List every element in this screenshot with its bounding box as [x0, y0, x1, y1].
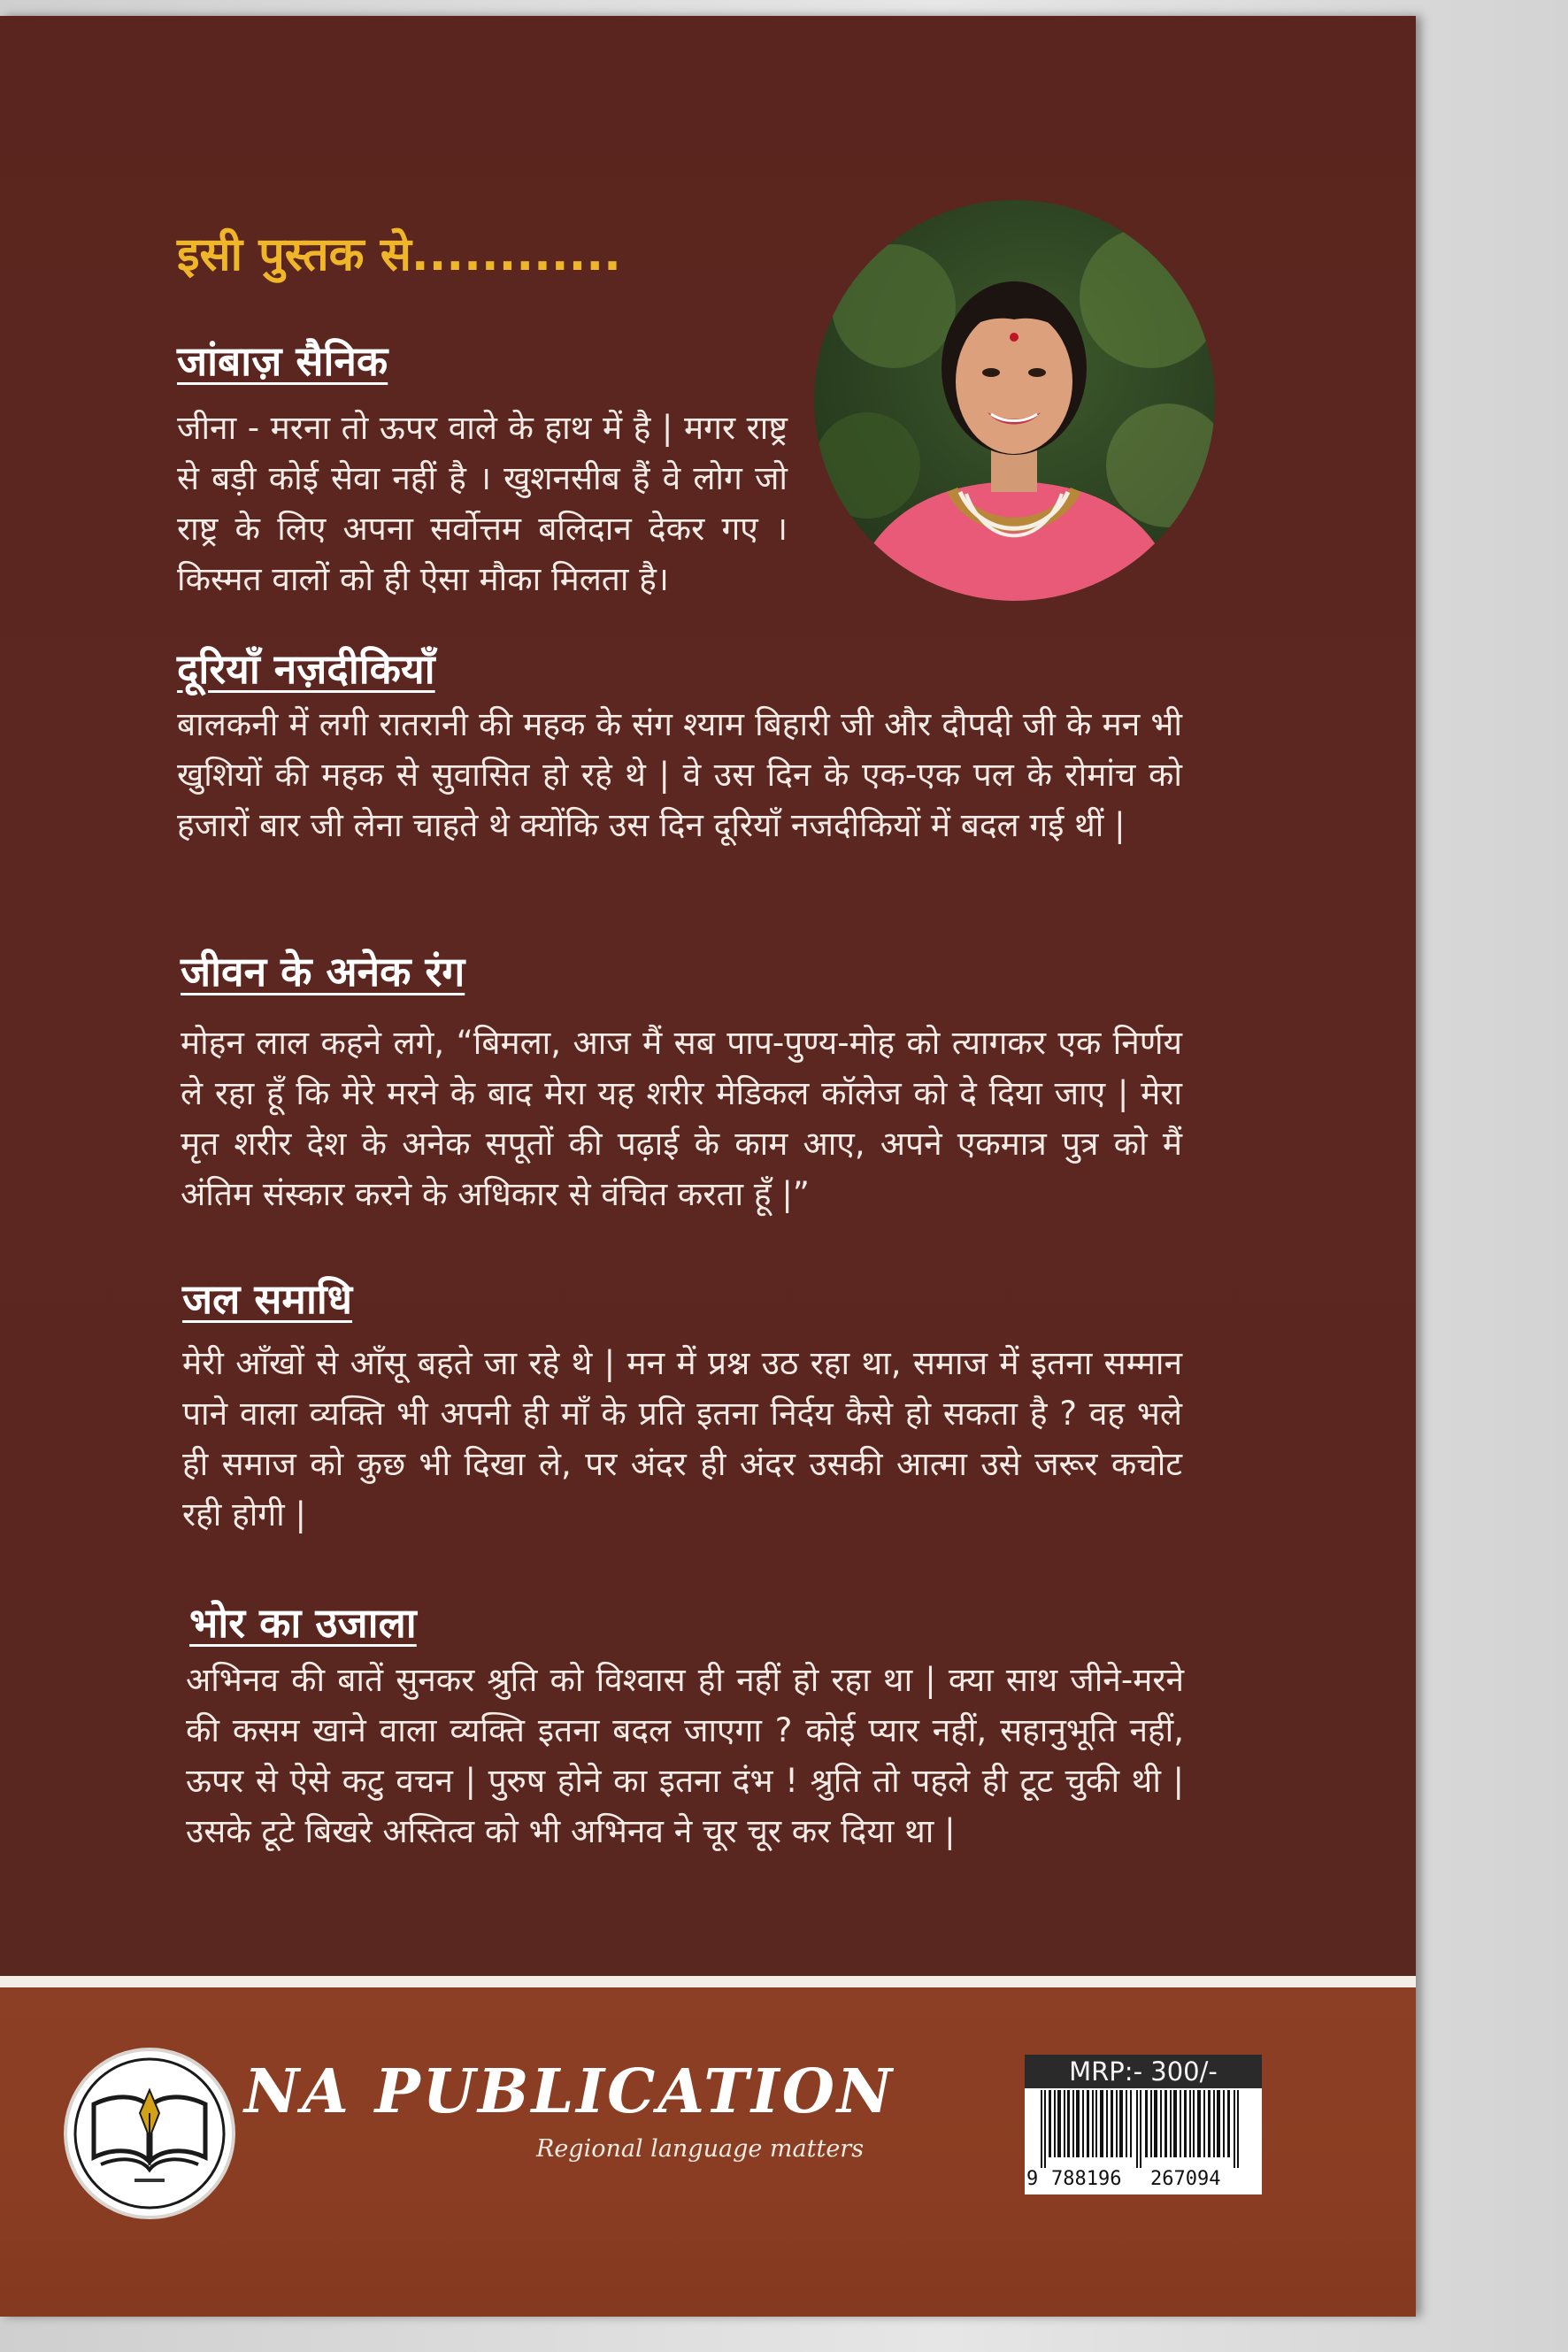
isbn-group-2: 267094 — [1150, 2168, 1221, 2190]
section-text-1: जीना - मरना तो ऊपर वाले के हाथ में है | मगर राष्ट्र से बड़ी कोई सेवा नहीं है । खुशनसीब हैं वे लोग जो राष्ट्र के लिए अपना सर्वोत्तम बलिदान देकर गए । किस्मत वालों को ही ऐसा मौका मिलता है। — [177, 409, 788, 598]
cover-divider-line — [0, 1976, 1416, 1987]
publisher-tagline: Regional language matters — [536, 2135, 865, 2163]
book-pen-logo-icon — [67, 2051, 232, 2216]
section-title-5: भोर का उजाला — [189, 1599, 417, 1647]
isbn-first-digit: 9 — [1026, 2168, 1039, 2190]
section-text-4: मेरी आँखों से आँसू बहते जा रहे थे | मन में प्रश्न उठ रहा था, समाज में इतना सम्मान पाने वाला व्यक्ति भी अपनी ही माँ के प्रति इतना निर्दय कैसे हो सकता है ? वह भले ही समाज को कुछ भी दिखा ले, पर अंदर ही अंदर उसकी आत्मा उसे जरूर कचोट रही होगी | — [182, 1344, 1182, 1533]
section-title-2: दूरियाँ नज़दीकियाँ — [177, 645, 435, 693]
section-text-5: अभिनव की बातें सुनकर श्रुति को विश्वास ही नहीं हो रहा था | क्या साथ जीने-मरने की कसम खाने वाला व्यक्ति इतना बदल जाएगा ? कोई प्यार नहीं, सहानुभूति नहीं, ऊपर से ऐसे कटु वचन | पुरुष होने का इतना दंभ ! श्रुति तो पहले ही टूट चुकी थी | उसके टूटे बिखरे अस्तित्व को भी अभिनव ने चूर चूर कर दिया था | — [186, 1661, 1184, 1850]
excerpt-heading: इसी पुस्तक से............ — [177, 228, 621, 281]
barcode-bars — [1030, 2090, 1257, 2168]
section-text-2: बालकनी में लगी रातरानी की महक के संग श्याम बिहारी जी और दौपदी जी के मन भी खुशियों की महक से सुवासित हो रहे थे | वे उस दिन के एक-एक पल के रोमांच को हजारों बार जी लेना चाहते थे क्योंकि उस दिन दूरियाँ नजदीकियों में बदल गई थीं | — [177, 705, 1182, 844]
publisher-logo — [64, 2048, 235, 2219]
isbn-barcode — [1025, 2055, 1262, 2194]
section-title-3: जीवन के अनेक रंग — [181, 948, 465, 995]
author-photo — [814, 200, 1215, 601]
isbn-group-1: 788196 — [1051, 2168, 1122, 2190]
back-cover — [0, 16, 1416, 2317]
section-text-3: मोहन लाल कहने लगे, “बिमला, आज मैं सब पाप-पुण्य-मोह को त्यागकर एक निर्णय ले रहा हूँ कि मेरे मरने के बाद मेरा यह शरीर मेडिकल कॉलेज को दे दिया जाए | मेरा मृत शरीर देश के अनेक सपूतों की पढ़ाई के काम आए, अपने एकमात्र पुत्र को मैं अंतिम संस्कार करने के अधिकार से वंचित करता हूँ |” — [181, 1024, 1182, 1213]
section-title-1: जांबाज़ सैनिक — [177, 337, 388, 385]
author-portrait-illustration — [814, 200, 1215, 601]
publisher-name: NA PUBLICATION — [244, 2056, 895, 2127]
mrp-price-label: MRP:- 300/- — [1025, 2055, 1262, 2088]
section-title-4: जल समाधि — [182, 1275, 353, 1323]
